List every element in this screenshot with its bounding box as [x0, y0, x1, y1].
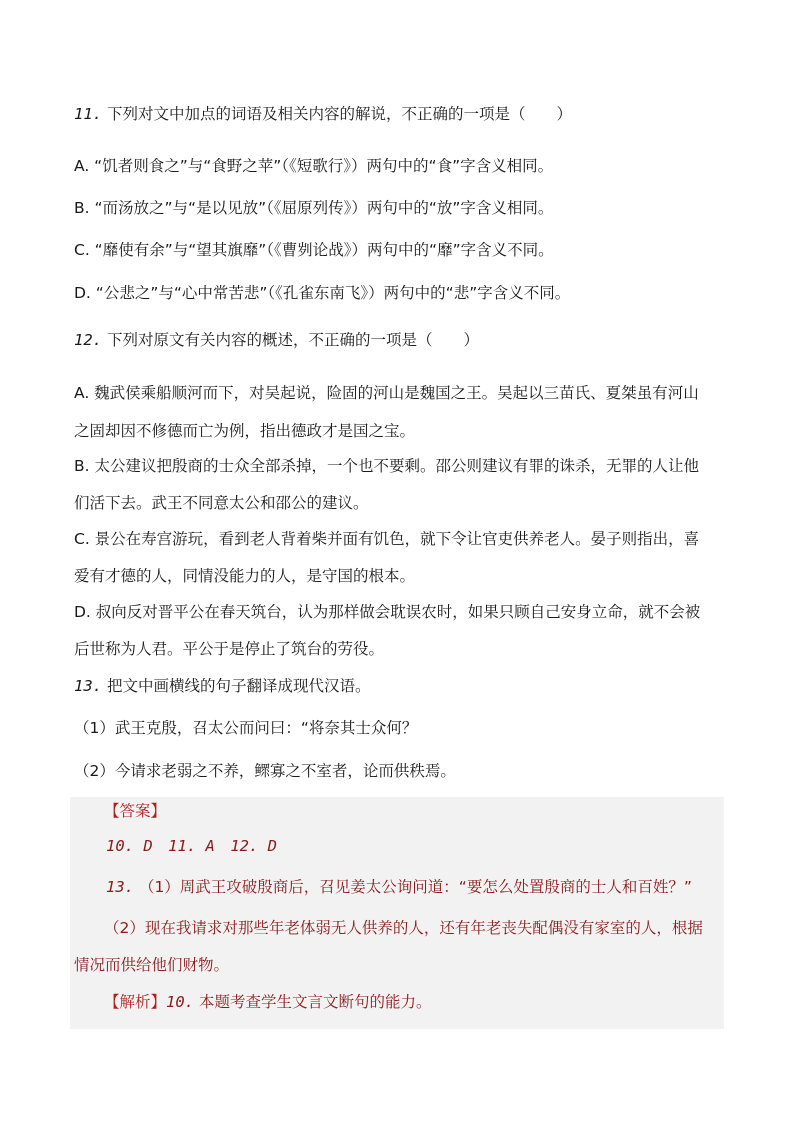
- q12-option-a-line2: 之固却因不修德而亡为例，指出德政才是国之宝。: [74, 422, 416, 440]
- answer-translation-1-text: （1）周武王攻破殷商后，召见姜太公询问道：“要怎么处置殷商的士人和百姓？”: [138, 878, 692, 896]
- answer-translation-2-line1: （2）现在我请求对那些年老体弱无人供养的人，还有年老丧失配偶没有家室的人，根据: [104, 919, 703, 937]
- q11-option-a: A. “饥者则食之”与“食野之苹”（《短歌行》）两句中的“食”字含义相同。: [74, 157, 554, 175]
- answer-tag: 【答案】: [104, 802, 167, 820]
- q13-item-2: （2）今请求老弱之不养，鳏寡之不室者，论而供秩焉。: [74, 762, 456, 780]
- q13-stem: [74, 676, 724, 696]
- q12-option-d-line2: 后世称为人君。平公于是停止了筑台的劳役。: [74, 640, 385, 658]
- q13-number: 13.: [74, 677, 102, 695]
- q12-option-b-line1: B. 太公建议把殷商的士众全部杀掉，一个也不要剩。邵公则建议有罪的诛杀，无罪的人让他: [74, 457, 699, 475]
- q11-option-c: C. “靡使有余”与“望其旗靡”（《曹刿论战》）两句中的“靡”字含义不同。: [74, 241, 554, 259]
- q12-number: 12.: [74, 331, 102, 349]
- q11-stem: [74, 104, 724, 124]
- q11-option-b: B. “而汤放之”与“是以见放”（《屈原列传》）两句中的“放”字含义相同。: [74, 199, 554, 217]
- analysis-tag: 【解析】: [104, 993, 167, 1011]
- analysis-line: [104, 992, 431, 1012]
- q13-item-1: （1）武王克殷，召太公而问曰：“将奈其士众何？: [74, 719, 418, 737]
- q11-option-d: D. “公悲之”与“心中常苦悲”（《孔雀东南飞》）两句中的“悲”字含义不同。: [74, 284, 571, 302]
- q11-stem-text: 下列对文中加点的词语及相关内容的解说，不正确的一项是（ ）: [106, 105, 572, 123]
- answer-translation-1: [106, 877, 692, 897]
- analysis-text: 本题考查学生文言文断句的能力。: [198, 993, 432, 1011]
- q12-option-b-line2: 们活下去。武王不同意太公和邵公的建议。: [74, 494, 369, 512]
- q12-stem: [74, 330, 724, 350]
- answer-choices: 10. D 11. A 12. D: [106, 837, 277, 855]
- q11-number: 11.: [74, 105, 102, 123]
- q13-stem-text: 把文中画横线的句子翻译成现代汉语。: [106, 677, 371, 695]
- answer-13-number: 13.: [106, 878, 134, 896]
- q12-option-c-line1: C. 景公在寿宫游玩，看到老人背着柴并面有饥色，就下令让官吏供养老人。晏子则指出，喜: [74, 530, 700, 548]
- q12-option-c-line2: 爱有才德的人，同情没能力的人，是守国的根本。: [74, 567, 416, 585]
- q12-stem-text: 下列对原文有关内容的概述，不正确的一项是（ ）: [106, 331, 479, 349]
- q12-option-a-line1: A. 魏武侯乘船顺河而下，对吴起说，险固的河山是魏国之王。吴起以三苗氏、夏桀虽有河山: [74, 384, 699, 402]
- q12-option-d-line1: D. 叔向反对晋平公在春天筑台，认为那样做会耽误农时，如果只顾自己安身立命，就不会被: [74, 603, 701, 621]
- analysis-number: 10.: [166, 993, 195, 1011]
- answer-translation-2-line2: 情况而供给他们财物。: [74, 956, 230, 974]
